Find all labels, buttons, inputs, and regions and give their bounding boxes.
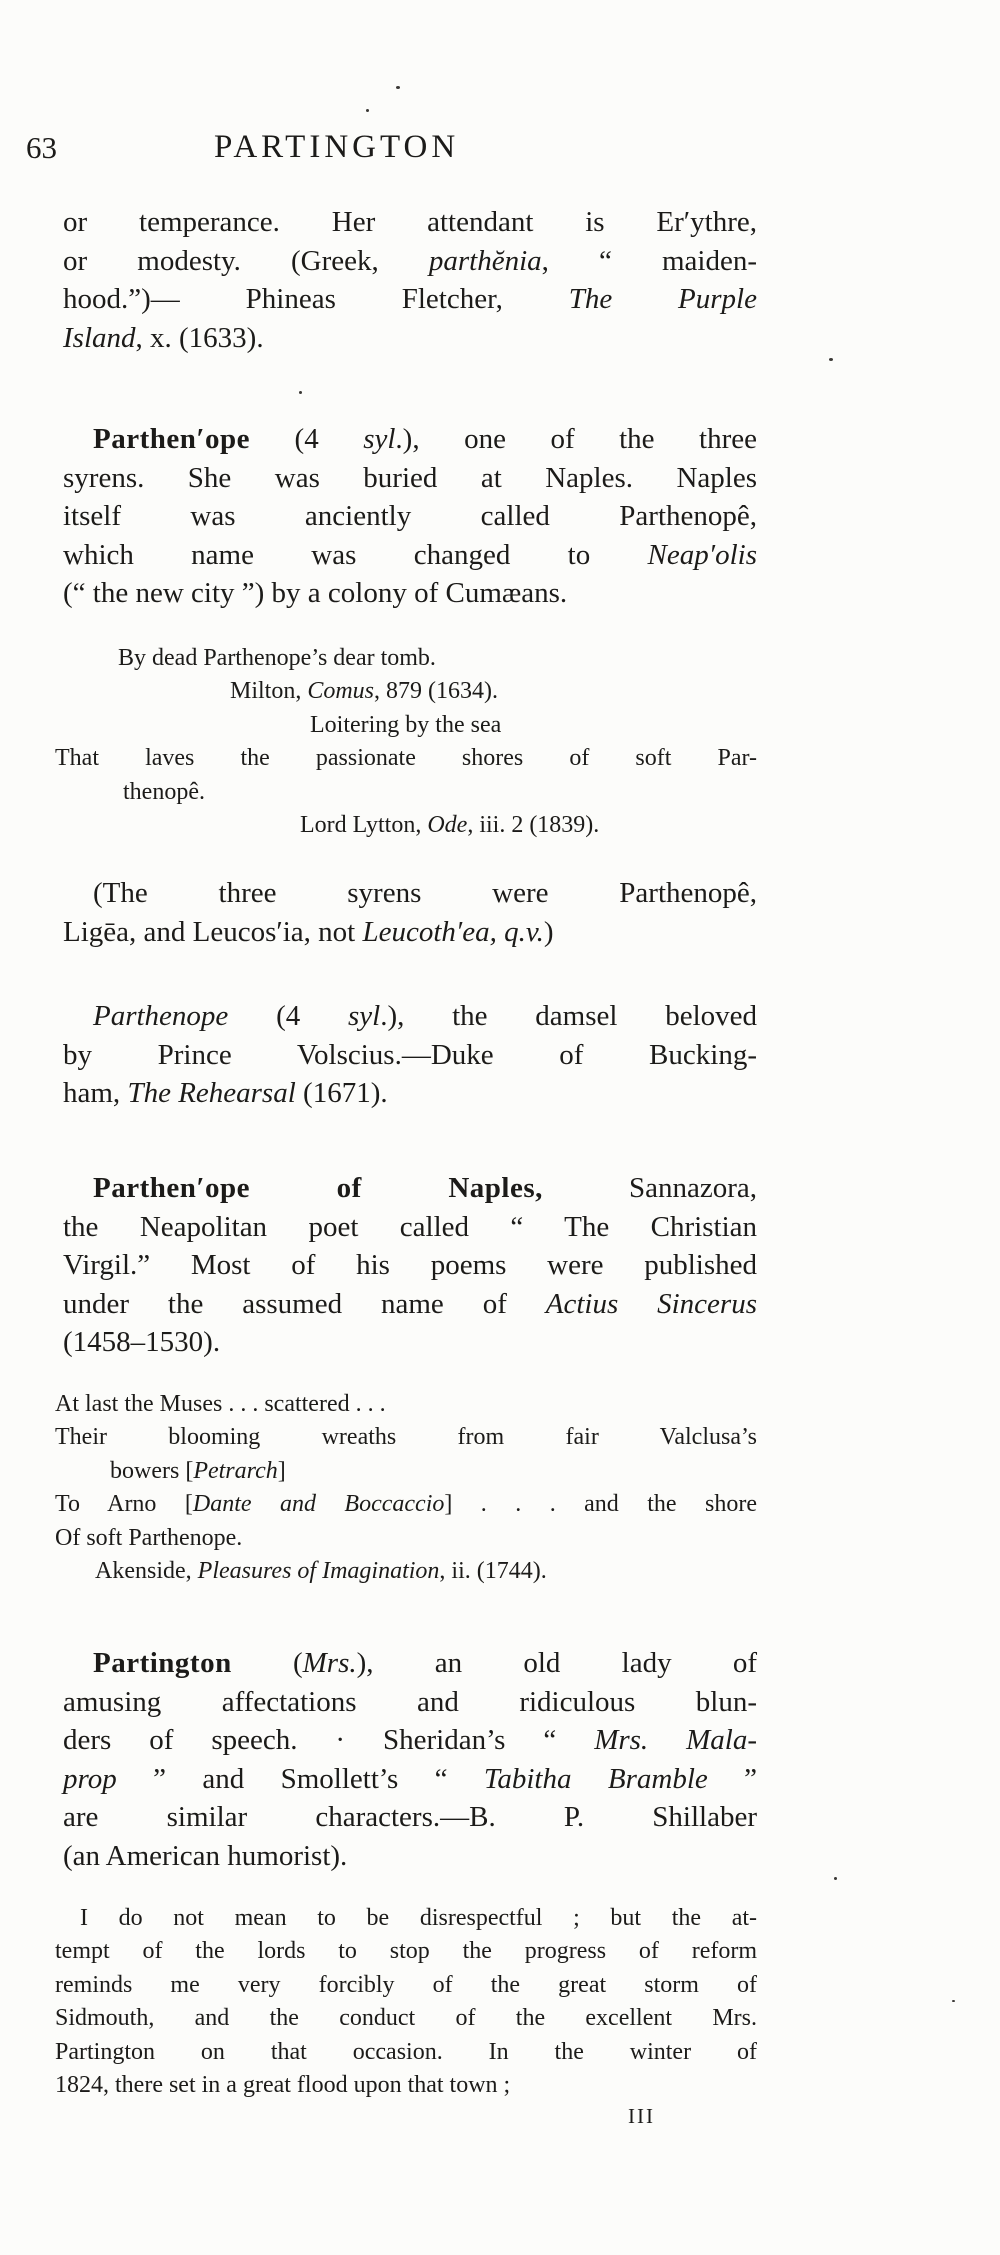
text-segment: Ligēa, and Leucos′ia, not <box>63 915 363 948</box>
text-segment: bowers [ <box>110 1457 194 1484</box>
text-segment: ] . . . and the shore <box>444 1491 757 1518</box>
text-line <box>55 2036 757 2069</box>
text-segment: ) <box>543 915 554 948</box>
scan-speck <box>299 391 302 394</box>
text-segment: by Prince Volscius.—Duke of Bucking- <box>63 1038 757 1071</box>
text-segment: parthĕnia <box>428 244 542 277</box>
text-segment: Virgil.” Most of his poems were published <box>63 1249 757 1281</box>
text-line <box>63 1169 757 1208</box>
scan-speck <box>834 1877 837 1880</box>
text-line <box>63 1323 757 1362</box>
text-segment: syl <box>363 423 396 455</box>
text-line <box>63 1208 757 1247</box>
text-segment: , iii. 2 (1839). <box>467 812 600 839</box>
text-segment: The Purple <box>568 283 757 315</box>
text-segment: 1824, there set in a great flood upon that town ; <box>55 2072 511 2099</box>
text-segment: Parthen′ope <box>93 423 251 455</box>
text-segment: (1671). <box>295 1077 388 1109</box>
text-segment: At last the Muses . . . scattered . . . <box>55 1391 386 1417</box>
text-line <box>63 1683 757 1722</box>
text-segment: , x. (1633). <box>135 321 264 354</box>
text-line <box>55 675 757 708</box>
text-line <box>55 742 757 775</box>
text-segment: which name was changed to <box>63 538 648 571</box>
text-line <box>63 536 757 575</box>
text-segment: (4 <box>228 1000 348 1032</box>
parthenope-syren-entry <box>63 420 757 613</box>
text-segment: (The three syrens were Parthenopê, <box>93 877 757 909</box>
text-line <box>55 2002 757 2035</box>
text-line <box>55 1902 757 1935</box>
text-segment: or modesty. (Greek, <box>63 244 429 277</box>
text-line <box>63 574 757 613</box>
text-segment: Partington <box>93 1647 232 1679</box>
text-segment: (4 <box>250 423 364 455</box>
text-line <box>55 642 757 675</box>
text-segment: Comus <box>307 678 375 705</box>
text-line <box>55 1969 757 2002</box>
text-segment: , 879 (1634). <box>374 678 499 705</box>
text-segment: Island <box>63 321 136 354</box>
text-segment: itself was anciently called Parthenopê, <box>63 500 757 532</box>
text-line <box>55 2069 757 2102</box>
text-segment: Lord Lytton, <box>300 812 428 839</box>
text-line <box>63 319 757 358</box>
scan-speck <box>366 109 369 112</box>
text-line <box>63 280 757 319</box>
text-segment: thenopê. <box>123 778 205 805</box>
running-head: PARTINGTON <box>214 129 460 165</box>
text-segment: amusing affectations and ridiculous blun- <box>63 1685 757 1718</box>
three-syrens-note-paragraph <box>63 874 757 951</box>
text-segment: ” and Smollett’s “ <box>116 1762 484 1795</box>
text-line <box>63 1760 757 1799</box>
signature-mark: III <box>628 2104 655 2128</box>
text-segment: Their blooming wreaths from fair Valclusa’s <box>55 1424 757 1451</box>
text-segment: under the assumed name of <box>63 1287 546 1320</box>
text-segment: ] <box>277 1457 286 1484</box>
text-line <box>55 709 757 742</box>
text-segment: (1458–1530). <box>63 1326 221 1358</box>
scan-speck <box>952 2000 955 2002</box>
text-line <box>55 1388 757 1421</box>
milton-lytton-quote-block <box>55 642 757 842</box>
text-segment: or temperance. Her attendant is Er′ythre, <box>63 206 757 238</box>
text-segment: Parthenope <box>93 1000 229 1032</box>
text-segment: , ii. (1744). <box>439 1558 547 1585</box>
text-line <box>63 1246 757 1285</box>
text-line <box>63 497 757 536</box>
text-line <box>63 1074 757 1113</box>
text-segment: To Arno [ <box>55 1491 193 1518</box>
text-segment: are similar characters.—B. P. Shillaber <box>63 1801 757 1833</box>
text-segment: Sidmouth, and the conduct of the excellent Mrs. <box>55 2005 757 2032</box>
text-segment: syl <box>347 1000 381 1032</box>
text-segment: syrens. She was buried at Naples. Naples <box>63 461 757 494</box>
text-segment: Sannazora, <box>542 1172 757 1204</box>
text-segment: Mrs. Mala- <box>594 1724 757 1756</box>
page-number: 63 <box>26 130 57 165</box>
text-line <box>55 1421 757 1454</box>
text-segment: Pleasures of Imagination <box>197 1558 440 1585</box>
text-segment: Akenside, <box>95 1558 198 1585</box>
text-segment: .), one of the three <box>395 423 757 455</box>
text-segment: Petrarch <box>193 1457 278 1484</box>
text-segment: .), the damsel beloved <box>380 1000 757 1032</box>
text-line <box>63 874 757 913</box>
akenside-quote-block <box>55 1388 757 1588</box>
sydney-smith-quote-block <box>55 1902 757 2102</box>
text-segment: the Neapolitan poet called “ The Christian <box>63 1210 757 1243</box>
text-segment: Parthen′ope of Naples, <box>93 1172 543 1204</box>
text-segment: ( <box>231 1647 303 1679</box>
text-line <box>55 1522 757 1555</box>
scan-speck <box>829 358 833 361</box>
parthenia-continuation-paragraph <box>63 203 757 357</box>
text-segment: Mrs. <box>302 1647 357 1679</box>
text-segment: The Rehearsal <box>127 1077 296 1109</box>
text-segment: Leucoth′ea, q.v. <box>362 915 544 948</box>
parthenope-rehearsal-entry <box>63 997 757 1113</box>
text-segment: Actius Sincerus <box>545 1287 757 1320</box>
text-segment: prop <box>63 1762 117 1795</box>
text-line <box>55 1455 757 1488</box>
text-segment: That laves the passionate shores of soft Par- <box>55 745 757 772</box>
text-segment: ), an old lady of <box>356 1647 757 1679</box>
text-line <box>55 1488 757 1521</box>
text-line <box>63 1644 757 1683</box>
text-segment: Partington on that occasion. In the winter of <box>55 2038 757 2065</box>
text-segment: (an American humorist). <box>63 1839 348 1872</box>
text-line <box>55 1935 757 1968</box>
text-segment: Milton, <box>230 678 308 705</box>
text-segment: (“ the new city ”) by a colony of Cumæans. <box>63 577 568 609</box>
partington-entry <box>63 1644 757 1875</box>
text-segment: Ode <box>427 812 468 839</box>
text-line <box>63 242 757 281</box>
text-segment: hood.”)— Phineas Fletcher, <box>63 283 569 315</box>
text-line <box>63 1036 757 1075</box>
text-segment: reminds me very forcibly of the great storm of <box>55 1971 757 1998</box>
text-segment: ders of speech. · Sheridan’s “ <box>63 1724 595 1756</box>
text-segment: ham, <box>63 1077 128 1109</box>
text-line <box>63 913 757 952</box>
text-segment: I do not mean to be disrespectful ; but the at- <box>80 1905 757 1931</box>
parthenope-of-naples-entry <box>63 1169 757 1362</box>
text-segment: Dante and Boccaccio <box>192 1491 445 1518</box>
text-segment: Neap′olis <box>647 538 757 571</box>
text-segment: Of soft Parthenope. <box>55 1524 243 1551</box>
text-segment: tempt of the lords to stop the progress of reform <box>55 1938 757 1965</box>
scan-speck <box>396 86 400 89</box>
text-segment: ” <box>707 1762 758 1795</box>
text-line <box>63 1285 757 1324</box>
text-line <box>63 420 757 459</box>
text-line <box>63 203 757 242</box>
text-segment: Loitering by the sea <box>310 711 502 738</box>
text-line <box>55 776 757 809</box>
text-segment: By dead Parthenope’s dear tomb. <box>118 645 436 671</box>
text-line <box>63 1798 757 1837</box>
text-line <box>55 1555 757 1588</box>
text-segment: Tabitha Bramble <box>483 1762 708 1795</box>
text-segment: , “ maiden- <box>541 244 758 277</box>
text-line <box>63 997 757 1036</box>
text-line <box>63 1721 757 1760</box>
text-line <box>63 459 757 498</box>
text-line <box>55 809 757 842</box>
text-line <box>63 1837 757 1876</box>
